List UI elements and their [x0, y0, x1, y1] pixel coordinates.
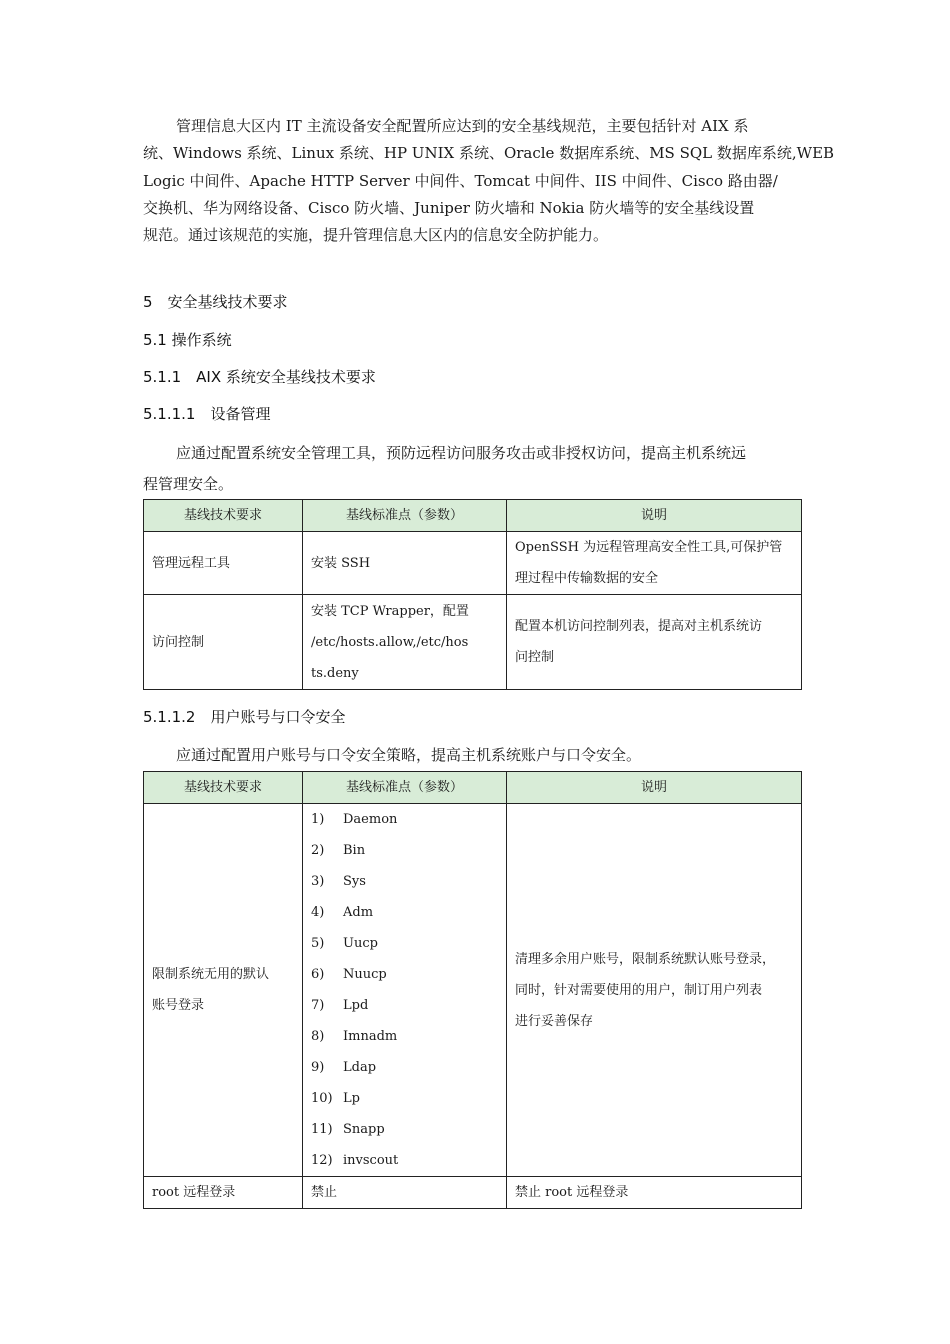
- account-table: [143, 771, 802, 1209]
- account-paragraph: [143, 740, 807, 771]
- std-line: 安装 TCP Wrapper，配置: [311, 603, 469, 619]
- desc-line: 进行妥善保存: [515, 1013, 594, 1029]
- table-row: [144, 1177, 802, 1209]
- col-header: 基线标准点（参数）: [303, 772, 507, 804]
- table-row: [144, 595, 802, 690]
- req-cell: 访问控制: [144, 595, 303, 690]
- list-item: 11) Snapp: [311, 1122, 385, 1137]
- col-header: 基线技术要求: [144, 500, 303, 532]
- req-line: 账号登录: [152, 998, 205, 1013]
- list-item: 1) Daemon: [311, 812, 398, 827]
- std-cell: 禁止: [303, 1177, 507, 1209]
- req-cell: 管理远程工具: [144, 532, 303, 595]
- desc-cell: [507, 595, 802, 690]
- para-line: 应通过配置系统安全管理工具，预防远程访问服务攻击或非授权访问，提高主机系统远: [176, 444, 747, 462]
- list-item: 4) Adm: [311, 905, 374, 920]
- table-row: [144, 532, 802, 595]
- heading-5: 5 安全基线技术要求: [143, 293, 288, 311]
- desc-cell: 禁止 root 远程登录: [507, 1177, 802, 1209]
- heading-5-1-1-1: 5.1.1.1 设备管理: [143, 405, 271, 423]
- col-header: 说明: [507, 500, 802, 532]
- desc-cell: [507, 532, 802, 595]
- table-row: [144, 804, 802, 1177]
- list-item: 9) Ldap: [311, 1060, 377, 1075]
- intro-line: 规范。通过该规范的实施，提升管理信息大区内的信息安全防护能力。: [143, 226, 609, 245]
- desc-line: OpenSSH 为远程管理高安全性工具,可保护管: [515, 540, 783, 555]
- std-line: ts.deny: [311, 665, 359, 681]
- device-mgmt-paragraph: [143, 438, 807, 500]
- table-header-row: [144, 772, 802, 804]
- std-line: /etc/hosts.allow,/etc/hos: [311, 634, 469, 650]
- intro-line: 交换机、华为网络设备、Cisco 防火墙、Juniper 防火墙和 Nokia 防火墙等的安全基线设置: [143, 198, 755, 217]
- col-header: 基线标准点（参数）: [303, 500, 507, 532]
- desc-line: 问控制: [515, 650, 555, 665]
- para-line: 应通过配置用户账号与口令安全策略，提高主机系统账户与口令安全。: [176, 746, 642, 764]
- intro-line: 统、Windows 系统、Linux 系统、HP UNIX 系统、Oracle 数据库系统、MS SQL 数据库系统,WEB: [143, 144, 835, 163]
- heading-5-1-1: 5.1.1 AIX 系统安全基线技术要求: [143, 368, 376, 386]
- account-list-cell: [303, 804, 507, 1177]
- list-item: 10) Lp: [311, 1091, 360, 1106]
- intro-line: Logic 中间件、Apache HTTP Server 中间件、Tomcat 中间件、IIS 中间件、Cisco 路由器/: [143, 171, 778, 190]
- col-header: 基线技术要求: [144, 772, 303, 804]
- intro-line: 管理信息大区内 IT 主流设备安全配置所应达到的安全基线规范，主要包括针对 AIX 系: [176, 117, 749, 135]
- desc-line: 配置本机访问控制列表，提高对主机系统访: [515, 619, 763, 634]
- req-cell: root 远程登录: [144, 1177, 303, 1209]
- list-item: 2) Bin: [311, 843, 366, 858]
- table-header-row: [144, 500, 802, 532]
- req-cell: [144, 804, 303, 1177]
- list-item: 12) invscout: [311, 1153, 399, 1168]
- device-mgmt-table: [143, 499, 802, 690]
- list-item: 8) Imnadm: [311, 1029, 398, 1044]
- list-item: 5) Uucp: [311, 936, 378, 951]
- desc-line: 同时，针对需要使用的用户，制订用户列表: [515, 982, 763, 998]
- list-item: 6) Nuucp: [311, 967, 387, 982]
- desc-line: 清理多余用户账号，限制系统默认账号登录，: [515, 951, 776, 967]
- std-cell: [303, 595, 507, 690]
- desc-line: 理过程中传输数据的安全: [515, 571, 659, 586]
- heading-5-1: 5.1 操作系统: [143, 331, 232, 349]
- list-item: 7) Lpd: [311, 998, 369, 1013]
- desc-cell: [507, 804, 802, 1177]
- intro-paragraph: [143, 113, 835, 249]
- list-item: 3) Sys: [311, 874, 366, 889]
- req-line: 限制系统无用的默认: [152, 967, 270, 982]
- std-cell: 安装 SSH: [303, 532, 507, 595]
- heading-5-1-1-2: 5.1.1.2 用户账号与口令安全: [143, 708, 346, 726]
- col-header: 说明: [507, 772, 802, 804]
- para-line: 程管理安全。: [143, 475, 234, 493]
